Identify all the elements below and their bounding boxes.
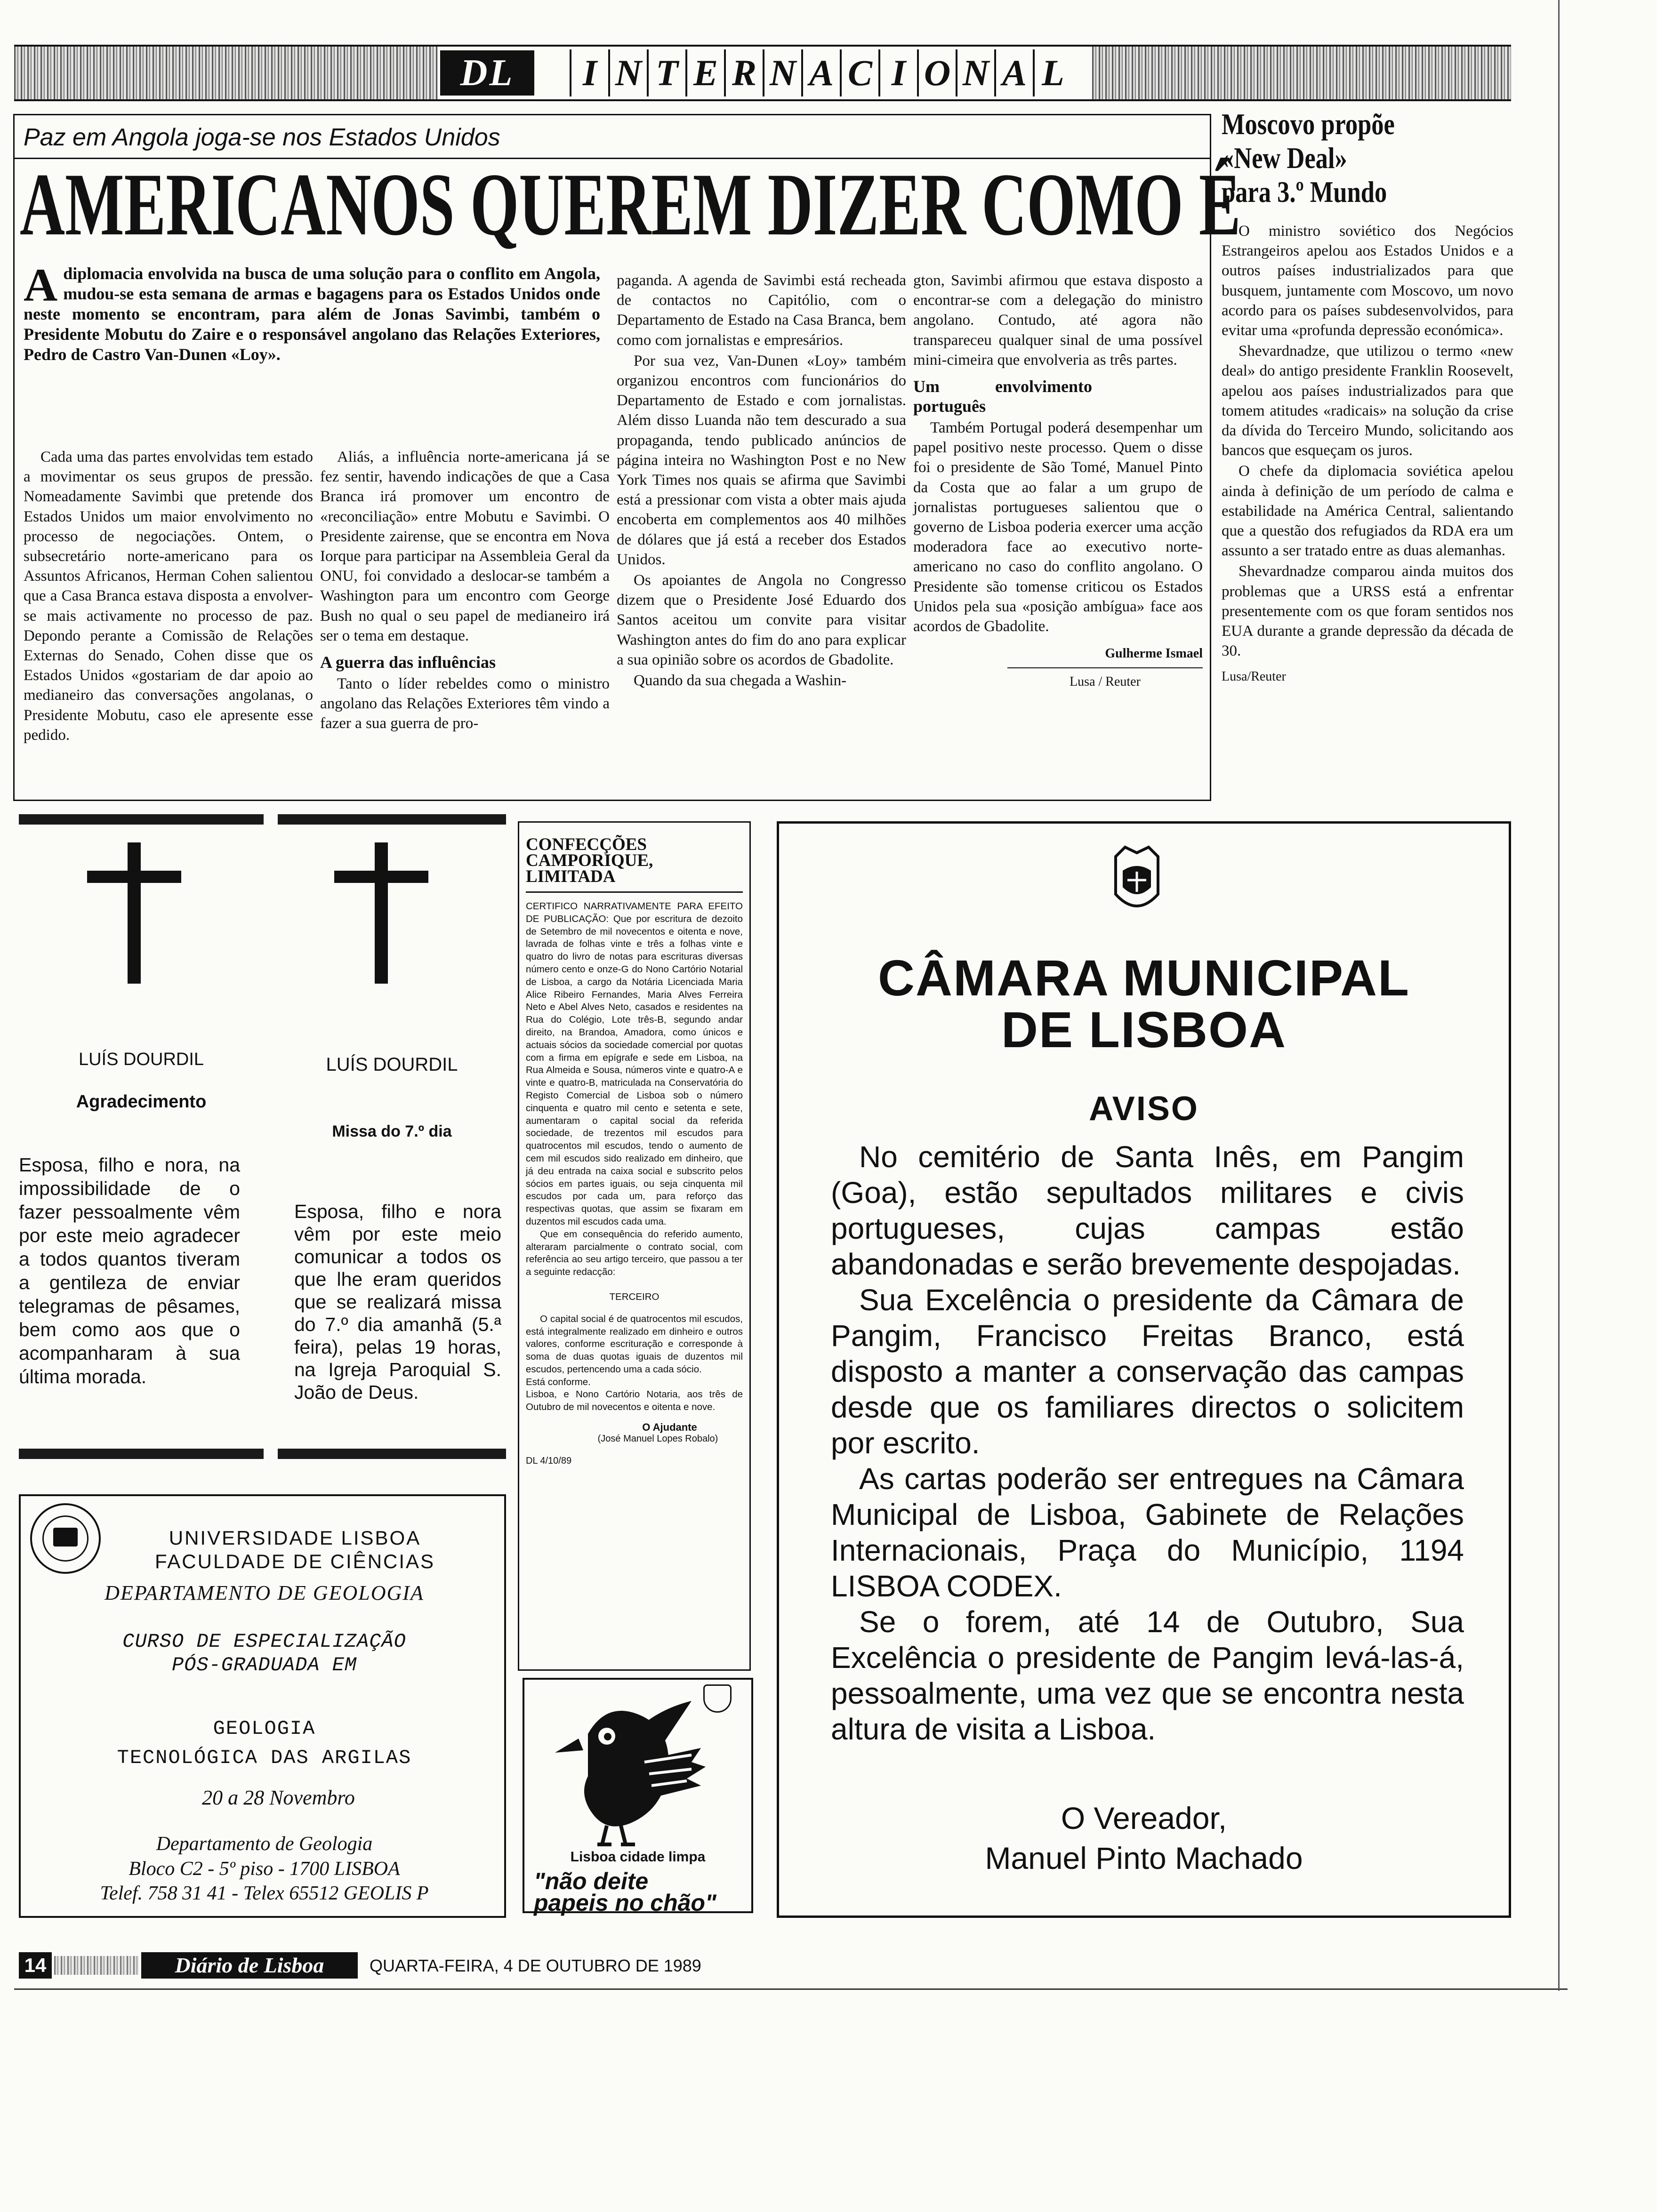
side-paragraph: O chefe da diplomacia soviética apelou ainda à definição de um período de calma e estabilidade na América Central, salientando que a questão dos refugiados da RDA era um assunto a ser tratado entre as duas alemanhas.: [1222, 463, 1513, 560]
legal-notice-title: CONFECÇÕES CAMPORIQUE, LIMITADA: [526, 837, 743, 893]
col4-paragraph: gton, Savimbi afirmou que estava disposto a encontrar-se com a delegação do ministro angolano. Contudo, até agora não transpareceu qualquer sinal de uma possível mini-cimeira que envolveria as três partes.: [913, 272, 1203, 369]
section-letter: C: [840, 49, 878, 96]
side-headline-line: Moscovo propõe: [1222, 107, 1395, 141]
masthead-hatch-left: [14, 47, 438, 99]
obituary-1: [19, 814, 264, 1459]
clean-city-ad: [523, 1678, 753, 1916]
lead-text: diplomacia envolvida na busca de uma solução para o conflito em Angola, mudou-se esta semana de armas e bagagens para os Estados Unidos onde neste momento se encontram, para além de Jonas Savimbi, também o Presidente Mobutu do Zaire e o responsável angolano das Relações Exteriores, Pedro de Castro Van-Dunen «Loy».: [24, 264, 600, 364]
col3-paragraph: Quando da sua chegada a Washin-: [634, 672, 847, 689]
uni-addr1: Departamento de Geologia: [156, 1833, 373, 1855]
section-letter: A: [994, 49, 1033, 96]
uni-line2: FACULDADE DE CIÊNCIAS: [154, 1550, 435, 1572]
article-col-1: [24, 447, 313, 746]
uni-line5: PÓS-GRADUADA EM: [171, 1654, 357, 1676]
uni-dates: 20 a 28 Novembro: [202, 1786, 355, 1809]
obituary-name: LUÍS DOURDIL: [326, 1054, 458, 1075]
side-headline-line: «New Deal»: [1222, 141, 1347, 175]
slogan-line-2: papeis no chão": [534, 1890, 716, 1916]
agency: Lusa / Reuter: [1070, 674, 1141, 689]
footer: [19, 1952, 701, 1979]
col3-paragraph: paganda. A agenda de Savimbi está recheada de contactos no Capitólio, com o Departamento de Estado na Casa Branca, bem como com jornalistas e empresários.: [617, 272, 906, 349]
obituary-text: Esposa, filho e nora, na impossibilidade de o fazer pessoalmente vêm por este meio agradecer a todos quantos tiveram a gentileza de enviar telegramas de pêsames, bem como aos que o acompanharam à sua última morada.: [19, 1154, 240, 1387]
section-letter: I: [878, 49, 917, 96]
obituary-text: Esposa, filho e nora vêm por este meio comunicar a todos os que lhe eram queridos que se realizará missa do 7.º dia amanhã (5.ª feira), pelas 19 horas, na Igreja Paroquial S. João de Deus.: [294, 1201, 501, 1403]
side-headline: [1222, 107, 1513, 209]
crow-icon: [550, 1691, 720, 1847]
section-letter: N: [608, 49, 647, 96]
section-letter: I: [570, 49, 608, 96]
section-letter: R: [724, 49, 763, 96]
side-paragraph: O ministro soviético dos Negócios Estrangeiros apelou aos Estados Unidos e a outros países industrializados para que busquem, juntamente com Moscovo, um novo acordo para os países subdesenvolvidos, para evitar uma «profunda depressão económica».: [1222, 223, 1513, 339]
article-headline: AMERICANOS QUEREM DIZER COMO É: [20, 155, 1241, 254]
section-letter: T: [647, 49, 685, 96]
subhead-portugues: Um envolvimento português: [913, 377, 1092, 416]
obituary-top-bar: [19, 814, 264, 825]
uni-line6: GEOLOGIA: [213, 1717, 316, 1740]
paper-name: Diário de Lisboa: [141, 1952, 358, 1979]
legal-paragraph: Lisboa, e Nono Cartório Notaria, aos três de Outubro de mil novecentos e oitenta e nove.: [526, 1389, 743, 1413]
lisbon-crest: [1104, 842, 1170, 918]
obituary-2: [278, 814, 506, 1459]
section-letter: N: [763, 49, 801, 96]
masthead-hatch-right: [1092, 47, 1511, 99]
side-article: [1222, 107, 1513, 684]
section-letter: L: [1033, 49, 1071, 96]
council-notice: [777, 821, 1511, 1918]
legal-signature-name: (José Manuel Lopes Robalo): [597, 1434, 718, 1444]
council-signature-name: Manuel Pinto Machado: [985, 1841, 1303, 1875]
uni-line7: TECNOLÓGICA DAS ARGILAS: [117, 1747, 412, 1769]
legal-paragraph: O capital social é de quatrocentos mil escudos, está integralmente realizado em dinheiro e outros valores, conforme escrituração e corresponde à soma de duas quotas iguais de duzentos mil escudos, pertencendo uma a cada sócio.: [526, 1313, 743, 1375]
side-agency: Lusa/Reuter: [1222, 669, 1286, 684]
council-signature-role: O Vereador,: [1061, 1801, 1227, 1835]
uni-line3: DEPARTAMENTO DE GEOLOGIA: [105, 1581, 424, 1604]
masthead: [14, 45, 1511, 101]
legal-paragraph: Que em consequência do referido aumento, alteraram parcialmente o contrato social, com referência ao seu artigo terceiro, que passou a ter a seguinte redacção:: [526, 1228, 743, 1278]
byline-rule: [1007, 667, 1203, 668]
article-col-3: [617, 271, 906, 691]
council-crest-icon: [1104, 842, 1170, 918]
council-paragraph: Se o forem, até 14 de Outubro, Sua Excelência o presidente de Pangim levá-las-á, pessoalmente, uma vez que se encontra nesta altura de visita a Lisboa.: [831, 1605, 1464, 1746]
article-col-2: [320, 447, 610, 735]
article-col-4: [913, 271, 1203, 692]
legal-paragraph: CERTIFICO NARRATIVAMENTE PARA EFEITO DE PUBLICAÇÃO: Que por escritura de dezoito de Setembro de mil novecentos e oitenta e nove, lavrada de folhas vinte e três a folhas vinte e quatro do livro de notas para escrituras diversas número cento e onze-G do Nono Cartório Notarial de Lisboa, a cargo da Notária Licenciada Maria Alice Ribeiro Fernandes, Maria Alves Ferreira Neto e Abel Alves Neto, casados e residentes na Rua do Colégio, Lote três-B, segundo andar direito, na Brandoa, Amadora, como únicos e actuais sócios da sociedade comercial por quotas com a firma em epígrafe e sede em Lisboa, na Rua Almeida e Sousa, números vinte e quatro-A e vinte e quatro-B, matriculada na Conservatória do Registo Comercial de Lisboa sob o número cinquenta e quatro mil cento e setenta e sete, aumentaram o capital social da referida sociedade, de trezentos mil escudos para quatrocentos mil escudos, tendo o aumento de cem mil escudos sido realizado em dinheiro, que já deu entrada na caixa social e subscrito pelos sócios em partes iguais, ou seja cinquenta mil escudos por cada um, para reforço das respectivas quotas, que assim se fixaram em duzentos mil escudos cada uma.: [526, 901, 743, 1227]
side-paragraph: Shevardnadze comparou ainda muitos dos problemas que a URSS está a enfrentar presentemente com os que foram sentidos nos EUA durante a grande depressão da década de 30.: [1222, 563, 1513, 660]
council-paragraph: Sua Excelência o presidente da Câmara de Pangim, Francisco Freitas Branco, está disposto a manter a conservação das campas desde que os familiares directos o solicitem por escrito.: [831, 1283, 1464, 1460]
col1-paragraph: Cada uma das partes envolvidas tem estado a movimentar os seus grupos de pressão. Nomeadamente Savimbi que pretende dos Estados Unidos um maior envolvimento no processo de negociações. Ontem, o subsecretário norte-americano para os Assuntos Africanos, Herman Cohen salientou que a Casa Branca estava disposta a envolver-se mais activamente no processo de paz. Depondo perante a Comissão de Relações Externas do Senado, Cohen disse que os Estados Unidos «gostariam de dar apoio ao medianeiro das conversações angolanas, o Presidente Mobutu, caso ele apresente esse pedido.: [24, 449, 313, 744]
cross-icon: [334, 842, 428, 984]
footer-date: QUARTA-FEIRA, 4 DE OUTUBRO DE 1989: [370, 1956, 701, 1975]
lead-drop-cap: A: [24, 259, 58, 311]
article-lead: [24, 259, 600, 365]
side-headline-line: para 3.º Mundo: [1222, 175, 1387, 208]
col2b-paragraph: Tanto o líder rebeldes como o ministro angolano das Relações Exteriores têm vindo a fazer a sua guerra de pro-: [320, 675, 610, 732]
cross-icon: [87, 842, 181, 984]
legal-signature-role: O Ajudante: [642, 1421, 697, 1434]
col4b-paragraph: Também Portugal poderá desempenhar um papel positivo neste processo. Quem o disse foi o presidente de São Tomé, Manuel Pinto da Costa que ao falar a um grupo de jornalistas portugueses salientou que o governo de Lisboa poderia exercer uma acção moderadora face ao executivo norte-americano no caso do conflito angolano. O Presidente são tomense criticou os Estados Unidos pela sua «posição ambígua» face aos acordos de Gbadolite.: [913, 419, 1203, 635]
university-ad: [19, 1494, 506, 1918]
legal-ref: DL 4/10/89: [526, 1456, 572, 1467]
council-body: [831, 1139, 1464, 1747]
section-letter: N: [956, 49, 994, 96]
footer-hatch: [54, 1956, 139, 1975]
obituary-name: LUÍS DOURDIL: [78, 1050, 204, 1069]
section-letter: O: [917, 49, 956, 96]
obituary-top-bar: [278, 814, 506, 825]
col3-paragraph: Por sua vez, Van-Dunen «Loy» também organizou encontros com funcionários do Departamento de Estado e com jornalistas. Além disso Luanda não tem descurado a sua propaganda, tendo publicado anúncios de página inteira no Washington Post e no New York Times nos quais se afirma que Savimbi está a pressionar com vista a obter mais ajuda encoberta em complementos aos 40 milhões de dólares que já está a receber dos Estados Unidos.: [617, 352, 906, 568]
uni-line4: CURSO DE ESPECIALIZAÇÃO: [122, 1630, 406, 1653]
uni-addr3: Telef. 758 31 41 - Telex 65512 GEOLIS P: [100, 1883, 429, 1904]
legal-paragraph: Está conforme.: [526, 1376, 591, 1387]
dl-logo: DL: [440, 50, 534, 96]
side-paragraph: Shevardnadze, que utilizou o termo «new deal» do antigo presidente Franklin Roosevelt, apelou aos países industrializados para que tomem atitudes «radicais» na solução da crise da dívida do Terceiro Mundo, solicitando aos bancos que esqueçam os juros.: [1222, 343, 1513, 459]
subhead-guerra: A guerra das influências: [320, 653, 496, 672]
council-paragraph: No cemitério de Santa Inês, em Pangim (Goa), estão sepultados militares e civis portugueses, cujas campas estão abandonadas e serão brevemente despojadas.: [831, 1140, 1464, 1281]
uni-line1: UNIVERSIDADE LISBOA: [169, 1527, 421, 1549]
page-edge-rule: [1558, 0, 1560, 1991]
council-paragraph: As cartas poderão ser entregues na Câmara Municipal de Lisboa, Gabinete de Relações Internacionais, Praça do Município, 1194 LISBOA CODEX.: [831, 1462, 1464, 1603]
page-number: 14: [19, 1952, 52, 1979]
slogan-line-1: "não deite: [534, 1868, 649, 1894]
footer-rule: [14, 1988, 1568, 1990]
obituary-bottom-bar: [278, 1449, 506, 1459]
obituary-title: Agradecimento: [76, 1092, 207, 1112]
council-subtitle: AVISO: [1089, 1090, 1199, 1128]
col3-paragraph: Os apoiantes de Angola no Congresso dizem que o Presidente José Eduardo dos Santos aceitou um convite para visitar Washington antes do fim do ano para explicar a sua opinião sobre os acordos de Gbadolite.: [617, 572, 906, 668]
section-title: [570, 49, 1071, 96]
obituary-title: Missa do 7.º dia: [332, 1122, 452, 1140]
section-letter: E: [685, 49, 724, 96]
section-letter: A: [801, 49, 840, 96]
clean-city-slogan: [534, 1870, 750, 1914]
uni-addr2: Bloco C2 - 5º piso - 1700 LISBOA: [129, 1858, 400, 1880]
article-kicker: Paz em Angola joga-se nos Estados Unidos: [24, 124, 500, 151]
obituary-bottom-bar: [19, 1449, 264, 1459]
legal-paragraph-heading: TERCEIRO: [609, 1291, 660, 1302]
clean-city-caption: Lisboa cidade limpa: [570, 1849, 706, 1865]
byline: Gulherme Ismael: [1105, 646, 1203, 661]
council-title-1: CÂMARA MUNICIPAL: [878, 949, 1410, 1006]
crow-illustration: [550, 1691, 720, 1847]
col2-paragraph: Aliás, a influência norte-americana já se fez sentir, havendo indicações de que a Casa Branca irá promover um encontro de «reconciliação» entre Mobutu e Savimbi. O Presidente zairense, que se encontra em Nova Iorque para participar na Assembleia Geral da ONU, foi convidado a deslocar-se também a Washington para um encontro com George Bush no qual o seu papel de medianeiro irá ser o tema em destaque.: [320, 449, 610, 644]
council-title-2: DE LISBOA: [1001, 1001, 1287, 1058]
legal-notice: [518, 821, 751, 1671]
